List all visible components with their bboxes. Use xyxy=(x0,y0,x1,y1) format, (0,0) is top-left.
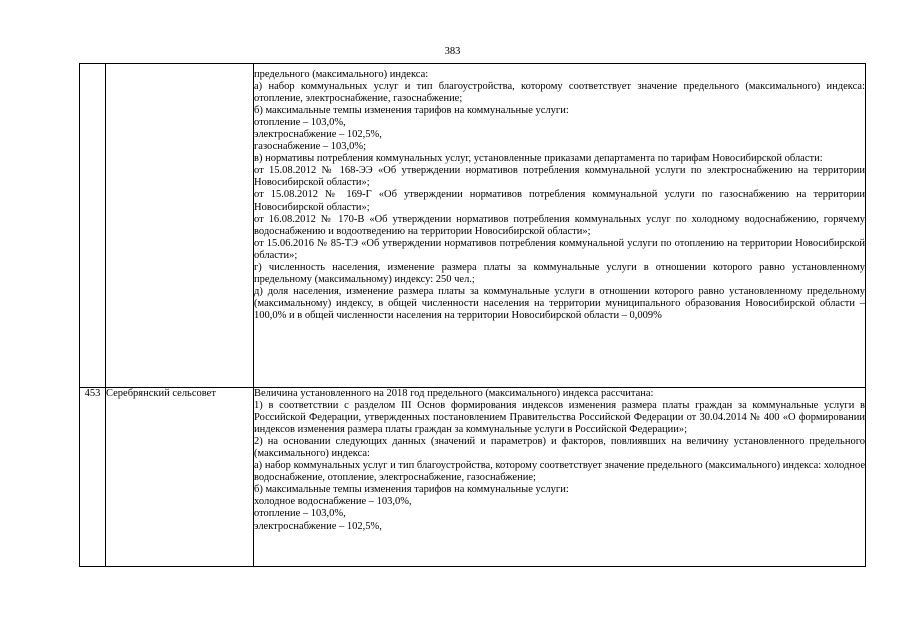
description-paragraph: электроснабжение – 102,5%, xyxy=(254,129,382,141)
description-paragraph: а) набор коммунальных услуг и тип благоустройства, которому соответствует значение предельного (максимального) индекса: отопление, электроснабжение, газоснабжение; xyxy=(254,81,865,105)
row-number-cell: 453 xyxy=(80,388,106,567)
description-paragraph: Величина установленного на 2018 год предельного (максимального) индекса рассчитана: xyxy=(254,388,654,399)
description-paragraph: отопление – 103,0%, xyxy=(254,117,346,129)
page-number: 383 xyxy=(444,46,461,57)
description-paragraph: предельного (максимального) индекса: xyxy=(254,69,429,80)
description-paragraph: 2) на основании следующих данных (значений и параметров) и факторов, повлиявших на величину установленного предельного (максимального) индекса: xyxy=(254,436,865,460)
description-paragraph: а) набор коммунальных услуг и тип благоустройства, которому соответствует значение предельного (максимального) индекса: холодное водоснабжение, отопление, электроснабжение, газоснабжение; xyxy=(254,460,865,484)
row-number-cell xyxy=(80,64,106,388)
description-paragraph: б) максимальные темпы изменения тарифов на коммунальные услуги: xyxy=(254,484,569,496)
municipality-name-cell: Серебрянский сельсовет xyxy=(106,388,254,567)
table-row xyxy=(80,388,866,567)
description-paragraph: от 16.08.2012 № 170-В «Об утверждении нормативов потребления коммунальных услуг по холодному водоснабжению, горячему водоснабжению и водоотведению на территории Новосибирской области»; xyxy=(254,213,865,237)
description-cell xyxy=(254,64,866,388)
description-paragraph: холодное водоснабжение – 103,0%, xyxy=(254,496,412,508)
description-paragraph: газоснабжение – 103,0%; xyxy=(254,141,367,153)
description-paragraph: б) максимальные темпы изменения тарифов на коммунальные услуги: xyxy=(254,105,569,117)
description-paragraph: д) доля населения, изменение размера платы за коммунальные услуги в отношении которого равно установленному предельному (максимальному) индексу, в общей численности населения на территории муниципального образования Новосибирской области – 100,0% и в общей численности населения на территории Новосибирской области – 0,009% xyxy=(254,285,865,321)
description-paragraph: отопление – 103,0%, xyxy=(254,508,346,520)
document-table xyxy=(79,63,866,567)
description-paragraph: г) численность населения, изменение размера платы за коммунальные услуги в отношении которого равно установленному предельному (максимальному) индексу: 250 чел.; xyxy=(254,261,865,285)
description-paragraph: электроснабжение – 102,5%, xyxy=(254,520,382,532)
table-row xyxy=(80,64,866,388)
description-paragraph: от 15.06.2016 № 85-ТЭ «Об утверждении нормативов потребления коммунальной услуги по отоплению на территории Новосибирской области»; xyxy=(254,237,865,261)
description-paragraph: от 15.08.2012 № 168-ЭЭ «Об утверждении нормативов потребления коммунальной услуги по электроснабжению на территории Новосибирской области»; xyxy=(254,165,865,189)
description-cell xyxy=(254,388,866,567)
description-paragraph: в) нормативы потребления коммунальных услуг, установленные приказами департамента по тарифам Новосибирской области: xyxy=(254,153,823,165)
description-paragraph: от 15.08.2012 № 169-Г «Об утверждении нормативов потребления коммунальной услуги по газоснабжению на территории Новосибирской области»; xyxy=(254,189,865,213)
description-paragraph: 1) в соответствии с разделом III Основ формирования индексов изменения размера платы граждан за коммунальные услуги в Российской Федерации, утвержденных постановлением Правительства Российской Федерации от 30.04.2014 № 400 «О формировании индексов изменения размера платы граждан за коммунальные услуги в Российской Федерации»; xyxy=(254,400,865,436)
municipality-name-cell xyxy=(106,64,254,388)
